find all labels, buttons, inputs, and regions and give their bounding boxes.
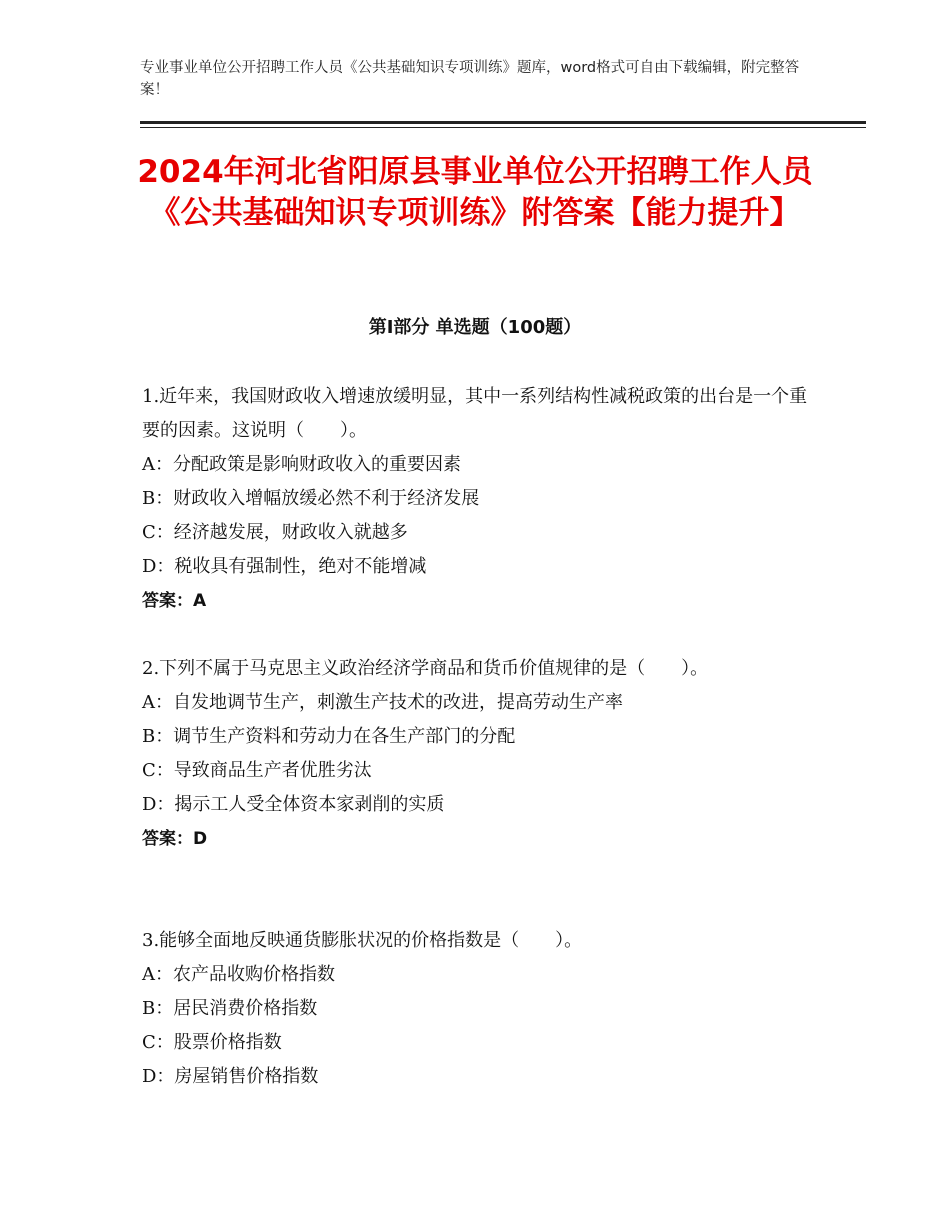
header-note: 专业事业单位公开招聘工作人员《公共基础知识专项训练》题库，word格式可自由下载编辑，附完整答案！ [140,60,800,98]
option-d: D：房屋销售价格指数 [142,1066,319,1087]
question-2 [142,652,822,856]
option-a: A：分配政策是影响财政收入的重要因素 [142,454,461,475]
option-a: A：自发地调节生产，刺激生产技术的改进，提高劳动生产率 [142,692,623,713]
option-c: C：股票价格指数 [142,1032,282,1053]
answer-line: 答案：A [142,591,207,611]
option-d: D：税收具有强制性，绝对不能增减 [142,556,427,577]
header-divider-thick [140,121,866,124]
question-3 [142,924,822,1094]
option-b: B：调节生产资料和劳动力在各生产部门的分配 [142,726,516,747]
question-stem: 3.能够全面地反映通货膨胀状况的价格指数是（ ）。 [142,930,583,951]
option-b: B：居民消费价格指数 [142,998,318,1019]
question-stem: 1.近年来，我国财政收入增速放缓明显，其中一系列结构性减税政策的出台是一个重要的因素。这说明（ ）。 [142,386,808,441]
document-title: 2024年河北省阳原县事业单位公开招聘工作人员《公共基础知识专项训练》附答案【能力提升】 [137,154,813,231]
option-d: D：揭示工人受全体资本家剥削的实质 [142,794,445,815]
question-stem: 2.下列不属于马克思主义政治经济学商品和货币价值规律的是（ ）。 [142,658,709,679]
question-1 [142,380,822,618]
option-b: B：财政收入增幅放缓必然不利于经济发展 [142,488,480,509]
option-c: C：导致商品生产者优胜劣汰 [142,760,372,781]
header-divider-thin [140,127,866,128]
option-c: C：经济越发展，财政收入就越多 [142,522,408,543]
option-a: A：农产品收购价格指数 [142,964,335,985]
section-heading: 第Ⅰ部分 单选题（100题） [368,317,582,338]
answer-line: 答案：D [142,829,208,849]
